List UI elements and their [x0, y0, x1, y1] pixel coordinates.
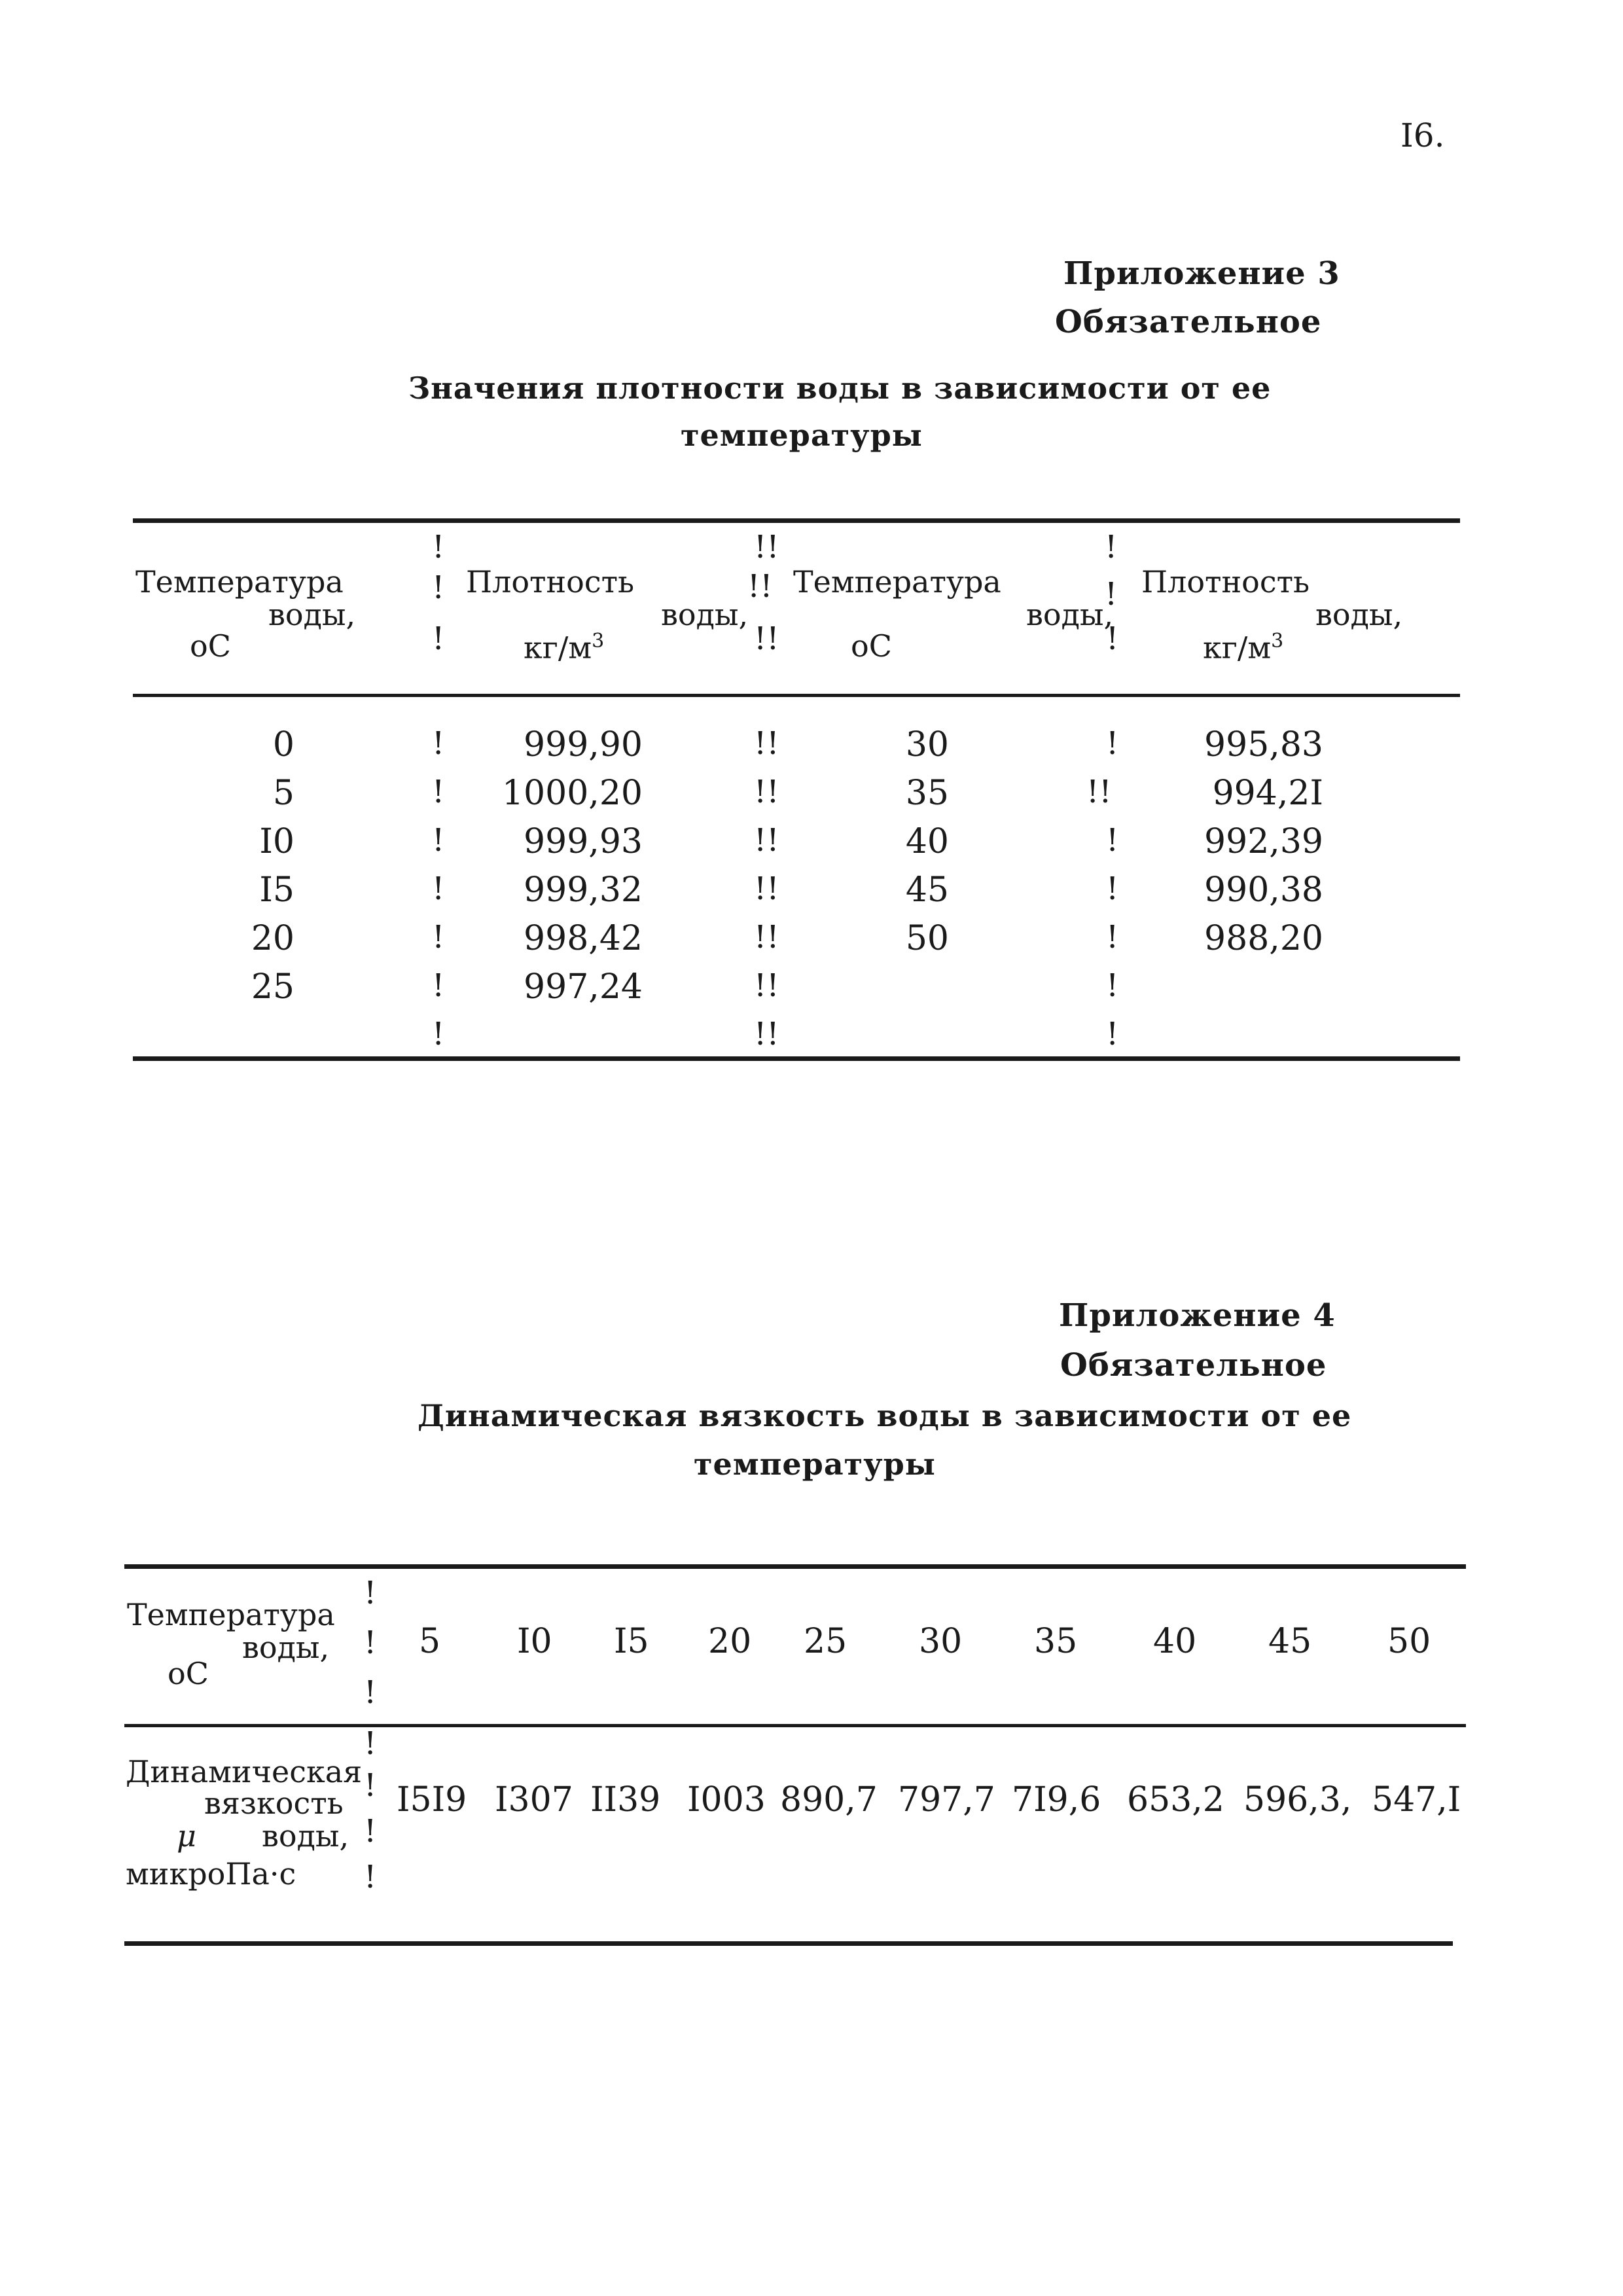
column-separator: ! [432, 1016, 445, 1052]
temperature-cell: I0 [259, 822, 294, 861]
header-label: воды, [1026, 597, 1114, 632]
viscosity-table-bottom-rule [124, 1941, 1453, 1946]
appendix-4-status: Обязательное [1060, 1347, 1327, 1384]
temperature-cell: 5 [419, 1622, 441, 1661]
density-table-header-rule [133, 694, 1460, 697]
viscosity-cell: II39 [590, 1780, 661, 1820]
appendix-3-status: Обязательное [1055, 304, 1322, 340]
column-separator: ! [1106, 725, 1119, 762]
temperature-cell: 0 [272, 725, 294, 764]
viscosity-cell: I5I9 [397, 1780, 467, 1820]
column-separator: ! [364, 1813, 377, 1850]
density-cell: 995,83 [1204, 725, 1323, 764]
density-cell: 999,93 [524, 822, 643, 861]
column-separator: ! [432, 620, 445, 657]
density-cell: 997,24 [524, 967, 643, 1007]
header-label: воды, [268, 597, 356, 632]
density-cell: 999,32 [524, 870, 643, 910]
column-separator: !! [754, 822, 779, 859]
column-separator: !! [754, 919, 779, 956]
row-unit: оС [168, 1656, 209, 1691]
column-separator: ! [1105, 529, 1118, 565]
column-separator: ! [364, 1575, 377, 1611]
temperature-cell: 50 [905, 919, 949, 958]
header-label: Температура [793, 564, 1001, 600]
appendix-4-caption-line1: Динамическая вязкость воды в зависимости от ее [418, 1398, 1352, 1433]
temperature-cell: I5 [259, 870, 294, 910]
temperature-cell: I5 [614, 1622, 649, 1661]
column-separator: !! [754, 725, 779, 762]
column-separator: ! [364, 1767, 377, 1804]
row-label: Температура [127, 1597, 335, 1632]
column-separator: ! [432, 569, 445, 606]
temperature-cell: 30 [905, 725, 949, 764]
temperature-cell: I0 [517, 1622, 552, 1661]
column-separator: !! [1086, 774, 1112, 810]
column-separator: ! [1105, 576, 1118, 613]
row-unit: микроПа·с [126, 1856, 296, 1892]
temperature-cell: 45 [1268, 1622, 1312, 1661]
temperature-cell: 5 [272, 774, 294, 813]
column-separator: ! [364, 1859, 377, 1895]
column-separator: !! [754, 620, 779, 657]
viscosity-cell: 653,2 [1127, 1780, 1224, 1820]
column-separator: ! [432, 529, 445, 565]
column-separator: ! [432, 774, 445, 810]
temperature-cell: 20 [708, 1622, 752, 1661]
viscosity-cell: 7I9,6 [1012, 1780, 1101, 1820]
column-separator: ! [364, 1674, 377, 1711]
column-separator: ! [1106, 967, 1119, 1004]
header-label: Температура [135, 564, 344, 600]
viscosity-cell: 890,7 [780, 1780, 878, 1820]
temperature-cell: 35 [1034, 1622, 1078, 1661]
temperature-cell: 25 [804, 1622, 847, 1661]
column-separator: ! [1106, 919, 1119, 956]
column-separator: !! [754, 870, 779, 907]
appendix-4-caption-line2: температуры [694, 1446, 936, 1482]
column-separator: ! [432, 967, 445, 1004]
viscosity-cell: 797,7 [898, 1780, 995, 1820]
column-separator: ! [1106, 620, 1119, 657]
viscosity-cell: 547,I [1372, 1780, 1461, 1820]
row-label: воды, [262, 1818, 349, 1854]
viscosity-table-header-rule [124, 1724, 1466, 1727]
mu-symbol: μ [177, 1818, 196, 1854]
density-cell: 994,2I [1212, 774, 1323, 813]
header-unit: $кг/м^3$ [524, 630, 605, 666]
temperature-cell: 50 [1387, 1622, 1431, 1661]
column-separator: !! [747, 568, 773, 605]
header-label: воды, [1315, 597, 1403, 632]
page-number: I6. [1400, 117, 1445, 154]
temperature-cell: 20 [251, 919, 294, 958]
temperature-cell: 25 [251, 967, 294, 1007]
row-label: вязкость [204, 1785, 344, 1821]
density-cell: 999,90 [524, 725, 643, 764]
temperature-cell: 40 [1153, 1622, 1197, 1661]
density-cell: 988,20 [1204, 919, 1323, 958]
column-separator: !! [754, 967, 779, 1004]
column-separator: ! [364, 1624, 377, 1661]
density-cell: 998,42 [524, 919, 643, 958]
density-cell: 990,38 [1204, 870, 1323, 910]
column-separator: !! [754, 1016, 779, 1052]
temperature-cell: 30 [919, 1622, 963, 1661]
header-label: воды, [661, 597, 749, 632]
density-cell: 992,39 [1204, 822, 1323, 861]
header-unit: оС [190, 628, 231, 664]
density-cell: 1000,20 [501, 774, 643, 813]
temperature-cell: 40 [905, 822, 949, 861]
viscosity-table-top-rule [124, 1564, 1466, 1569]
column-separator: ! [1106, 1016, 1119, 1052]
viscosity-cell: I307 [495, 1780, 573, 1820]
column-separator: ! [432, 919, 445, 956]
appendix-3-label: Приложение 3 [1063, 255, 1340, 292]
header-label: Плотность [466, 564, 635, 600]
appendix-3-caption-line1: Значения плотности воды в зависимости от ее [408, 370, 1272, 406]
column-separator: ! [1106, 822, 1119, 859]
header-label: Плотность [1141, 564, 1310, 600]
row-label: воды, [242, 1630, 330, 1665]
viscosity-cell: 596,3, [1243, 1780, 1352, 1820]
density-table-top-rule [133, 518, 1460, 523]
column-separator: ! [432, 870, 445, 907]
appendix-4-label: Приложение 4 [1059, 1297, 1336, 1334]
column-separator: ! [364, 1725, 377, 1762]
column-separator: ! [1106, 870, 1119, 907]
column-separator: !! [754, 529, 779, 565]
header-unit: $кг/м^3$ [1203, 630, 1284, 666]
viscosity-cell: I003 [687, 1780, 766, 1820]
temperature-cell: 45 [905, 870, 949, 910]
density-table-bottom-rule [133, 1056, 1460, 1061]
column-separator: !! [754, 774, 779, 810]
header-unit: оС [851, 628, 892, 664]
column-separator: ! [432, 725, 445, 762]
temperature-cell: 35 [905, 774, 949, 813]
row-label: Динамическая [126, 1754, 363, 1789]
column-separator: ! [432, 822, 445, 859]
appendix-3-caption-line2: температуры [681, 418, 923, 453]
